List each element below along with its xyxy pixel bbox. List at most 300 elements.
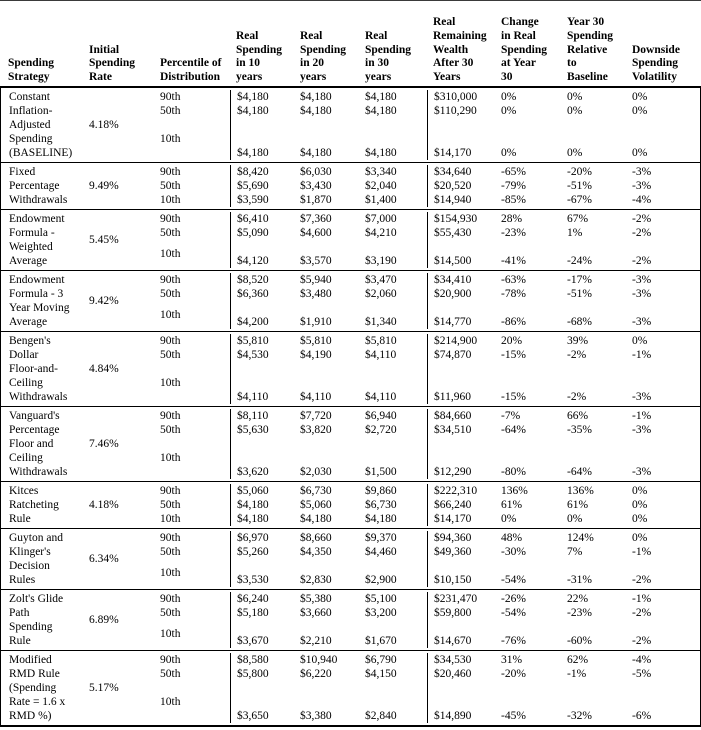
header-line: Spending bbox=[501, 43, 548, 56]
cell-value: -68% bbox=[567, 316, 592, 328]
strategy-name-line: Ceiling bbox=[9, 377, 43, 389]
cell-value: $5,260 bbox=[237, 546, 269, 558]
cell-value: $5,690 bbox=[237, 180, 269, 192]
cell-value: -4% bbox=[632, 194, 652, 206]
cell-value: $5,180 bbox=[237, 607, 269, 619]
cell-value: -3% bbox=[632, 391, 652, 403]
value-cell bbox=[230, 653, 294, 723]
cell-value: -6% bbox=[632, 710, 652, 722]
initial-rate-value: 9.49% bbox=[89, 180, 119, 192]
initial-rate-value: 4.18% bbox=[89, 499, 119, 511]
cell-value: $1,870 bbox=[300, 194, 332, 206]
value-cell bbox=[626, 90, 700, 160]
cell-value: $6,970 bbox=[237, 532, 269, 544]
header-line: Relative bbox=[567, 43, 608, 56]
header-cell bbox=[294, 30, 359, 85]
strategy-name-line: Klinger's bbox=[9, 546, 51, 558]
value-cell bbox=[427, 653, 495, 723]
cell-value: $4,180 bbox=[237, 147, 269, 159]
cell-value: $6,730 bbox=[300, 485, 332, 497]
percentile-label: 90th bbox=[160, 213, 181, 225]
percentile-label: 50th bbox=[160, 499, 181, 511]
cell-value: $5,060 bbox=[300, 499, 332, 511]
cell-value: $4,210 bbox=[365, 227, 397, 239]
value-cell bbox=[495, 531, 561, 587]
cell-value: -3% bbox=[632, 180, 652, 192]
value-cell bbox=[561, 334, 626, 404]
header-cell bbox=[230, 30, 294, 85]
header-line: Wealth bbox=[433, 43, 469, 56]
percentile-label: 10th bbox=[160, 452, 181, 464]
header-line: Real bbox=[300, 29, 323, 42]
cell-value: $34,510 bbox=[434, 424, 472, 436]
value-cell bbox=[427, 409, 495, 479]
cell-value: $3,820 bbox=[300, 424, 332, 436]
cell-value: $3,530 bbox=[237, 574, 269, 586]
strategy-name-line: Endowment bbox=[9, 274, 65, 286]
value-cell bbox=[230, 409, 294, 479]
cell-value: 1% bbox=[567, 227, 583, 239]
value-cell bbox=[427, 90, 495, 160]
cell-value: -41% bbox=[501, 255, 526, 267]
strategy-name-line: Decision bbox=[9, 560, 50, 572]
cell-value: $4,110 bbox=[365, 349, 397, 361]
strategy-name-cell bbox=[1, 484, 83, 526]
strategy-block-row bbox=[1, 529, 700, 590]
strategy-name-line: Rules bbox=[9, 574, 36, 586]
percentile-label: 10th bbox=[160, 377, 181, 389]
value-cell bbox=[427, 531, 495, 587]
value-cell bbox=[294, 212, 359, 268]
cell-value: -3% bbox=[632, 466, 652, 478]
initial-rate-cell bbox=[83, 90, 154, 160]
cell-value: 0% bbox=[501, 513, 517, 525]
strategy-block-row bbox=[1, 651, 700, 725]
value-cell bbox=[359, 592, 427, 648]
cell-value: -1% bbox=[567, 668, 587, 680]
percentile-label: 90th bbox=[160, 593, 181, 605]
value-cell bbox=[427, 592, 495, 648]
strategy-name-cell bbox=[1, 592, 83, 648]
percentile-label: 10th bbox=[160, 567, 181, 579]
percentile-label: 10th bbox=[160, 133, 181, 145]
cell-value: $6,030 bbox=[300, 166, 332, 178]
cell-value: $4,600 bbox=[300, 227, 332, 239]
cell-value: -32% bbox=[567, 710, 592, 722]
strategy-name-line: Percentage bbox=[9, 180, 60, 192]
cell-value: $4,180 bbox=[365, 147, 397, 159]
header-line: years bbox=[300, 71, 327, 84]
value-cell bbox=[359, 90, 427, 160]
strategy-block-row bbox=[1, 210, 700, 271]
cell-value: $2,210 bbox=[300, 635, 332, 647]
cell-value: $9,370 bbox=[365, 532, 397, 544]
header-line: Real bbox=[236, 29, 259, 42]
percentile-label: 10th bbox=[160, 309, 181, 321]
cell-value: $10,150 bbox=[434, 574, 472, 586]
percentile-label: 90th bbox=[160, 485, 181, 497]
cell-value: $14,670 bbox=[434, 635, 472, 647]
cell-value: 0% bbox=[567, 147, 583, 159]
cell-value: -67% bbox=[567, 194, 592, 206]
cell-value: $34,640 bbox=[434, 166, 472, 178]
value-cell bbox=[495, 90, 561, 160]
value-cell bbox=[359, 334, 427, 404]
cell-value: $5,060 bbox=[237, 485, 269, 497]
percentile-cell bbox=[154, 212, 230, 268]
value-cell bbox=[561, 273, 626, 329]
initial-rate-value: 9.42% bbox=[89, 295, 119, 307]
cell-value: $214,900 bbox=[434, 335, 478, 347]
value-cell bbox=[495, 273, 561, 329]
percentile-label: 90th bbox=[160, 335, 181, 347]
value-cell bbox=[561, 653, 626, 723]
value-cell bbox=[359, 273, 427, 329]
strategy-name-cell bbox=[1, 653, 83, 723]
header-line: Volatility bbox=[632, 71, 677, 84]
strategy-name-line: Endowment bbox=[9, 213, 65, 225]
cell-value: 48% bbox=[501, 532, 523, 544]
value-cell bbox=[495, 484, 561, 526]
cell-value: $7,000 bbox=[365, 213, 397, 225]
cell-value: 0% bbox=[632, 335, 648, 347]
cell-value: $6,410 bbox=[237, 213, 269, 225]
cell-value: $3,620 bbox=[237, 466, 269, 478]
cell-value: 0% bbox=[501, 105, 517, 117]
cell-value: $1,400 bbox=[365, 194, 397, 206]
percentile-label: 10th bbox=[160, 696, 181, 708]
value-cell bbox=[626, 409, 700, 479]
initial-rate-cell bbox=[83, 592, 154, 648]
cell-value: $3,430 bbox=[300, 180, 332, 192]
header-line: in 10 bbox=[236, 57, 260, 70]
value-cell bbox=[359, 409, 427, 479]
header-line: Percentile of bbox=[160, 57, 222, 70]
value-cell bbox=[561, 592, 626, 648]
strategy-name-line: Withdrawals bbox=[9, 391, 68, 403]
cell-value: $6,220 bbox=[300, 668, 332, 680]
cell-value: $55,430 bbox=[434, 227, 472, 239]
percentile-cell bbox=[154, 334, 230, 404]
strategy-name-line: Dollar bbox=[9, 349, 39, 361]
header-line: Year 30 bbox=[567, 16, 605, 29]
value-cell bbox=[561, 531, 626, 587]
cell-value: $14,940 bbox=[434, 194, 472, 206]
cell-value: 67% bbox=[567, 213, 589, 225]
cell-value: $2,040 bbox=[365, 180, 397, 192]
cell-value: $14,500 bbox=[434, 255, 472, 267]
strategy-name-line: Modified bbox=[9, 654, 52, 666]
header-line: After 30 bbox=[433, 57, 474, 70]
cell-value: $8,110 bbox=[237, 410, 269, 422]
cell-value: -1% bbox=[632, 349, 652, 361]
cell-value: $4,350 bbox=[300, 546, 332, 558]
cell-value: $34,530 bbox=[434, 654, 472, 666]
percentile-label: 50th bbox=[160, 424, 181, 436]
cell-value: -3% bbox=[632, 288, 652, 300]
cell-value: -2% bbox=[632, 255, 652, 267]
cell-value: $222,310 bbox=[434, 485, 478, 497]
strategy-name-line: Weighted bbox=[9, 241, 53, 253]
initial-rate-value: 4.84% bbox=[89, 363, 119, 375]
cell-value: -5% bbox=[632, 668, 652, 680]
strategy-name-line: Percentage bbox=[9, 424, 60, 436]
value-cell bbox=[230, 531, 294, 587]
percentile-cell bbox=[154, 531, 230, 587]
cell-value: 0% bbox=[632, 532, 648, 544]
cell-value: $4,190 bbox=[300, 349, 332, 361]
cell-value: $4,180 bbox=[237, 513, 269, 525]
cell-value: -17% bbox=[567, 274, 592, 286]
strategy-name-line: Kitces bbox=[9, 485, 39, 497]
cell-value: $4,180 bbox=[365, 91, 397, 103]
cell-value: $154,930 bbox=[434, 213, 478, 225]
percentile-cell bbox=[154, 409, 230, 479]
header-line: Spending bbox=[300, 43, 347, 56]
value-cell bbox=[626, 653, 700, 723]
cell-value: $4,110 bbox=[300, 391, 332, 403]
value-cell bbox=[626, 531, 700, 587]
cell-value: $8,420 bbox=[237, 166, 269, 178]
cell-value: $59,800 bbox=[434, 607, 472, 619]
percentile-label: 50th bbox=[160, 180, 181, 192]
cell-value: -23% bbox=[501, 227, 526, 239]
cell-value: $4,530 bbox=[237, 349, 269, 361]
percentile-label: 90th bbox=[160, 91, 181, 103]
cell-value: $6,730 bbox=[365, 499, 397, 511]
cell-value: $20,520 bbox=[434, 180, 472, 192]
header-cell bbox=[154, 57, 230, 85]
strategy-name-line: Spending bbox=[9, 133, 53, 145]
value-cell bbox=[495, 592, 561, 648]
header-line: in 30 bbox=[365, 57, 389, 70]
strategy-name-line: RMD %) bbox=[9, 710, 52, 722]
strategy-name-line: Adjusted bbox=[9, 119, 51, 131]
cell-value: $8,660 bbox=[300, 532, 332, 544]
strategy-name-cell bbox=[1, 212, 83, 268]
percentile-label: 50th bbox=[160, 105, 181, 117]
initial-rate-value: 7.46% bbox=[89, 438, 119, 450]
value-cell bbox=[294, 409, 359, 479]
percentile-cell bbox=[154, 484, 230, 526]
value-cell bbox=[626, 212, 700, 268]
cell-value: $3,590 bbox=[237, 194, 269, 206]
initial-rate-cell bbox=[83, 409, 154, 479]
cell-value: $2,720 bbox=[365, 424, 397, 436]
header-line: Real bbox=[433, 16, 456, 29]
header-line: Spending bbox=[365, 43, 412, 56]
cell-value: $4,200 bbox=[237, 316, 269, 328]
cell-value: -35% bbox=[567, 424, 592, 436]
cell-value: -15% bbox=[501, 349, 526, 361]
cell-value: $8,580 bbox=[237, 654, 269, 666]
header-cell bbox=[626, 44, 701, 85]
strategy-name-line: Rate = 1.6 x bbox=[9, 696, 66, 708]
cell-value: $8,520 bbox=[237, 274, 269, 286]
strategy-name-line: Average bbox=[9, 255, 48, 267]
strategy-name-line: Rule bbox=[9, 635, 31, 647]
cell-value: -2% bbox=[567, 391, 587, 403]
cell-value: $74,870 bbox=[434, 349, 472, 361]
strategy-name-line: Fixed bbox=[9, 166, 36, 178]
strategy-name-cell bbox=[1, 334, 83, 404]
cell-value: $3,660 bbox=[300, 607, 332, 619]
value-cell bbox=[359, 484, 427, 526]
percentile-cell bbox=[154, 90, 230, 160]
cell-value: $3,380 bbox=[300, 710, 332, 722]
header-line: Spending bbox=[236, 43, 283, 56]
strategy-name-line: Constant bbox=[9, 91, 50, 103]
value-cell bbox=[495, 334, 561, 404]
value-cell bbox=[427, 212, 495, 268]
value-cell bbox=[294, 90, 359, 160]
cell-value: $14,890 bbox=[434, 710, 472, 722]
cell-value: $1,500 bbox=[365, 466, 397, 478]
cell-value: 28% bbox=[501, 213, 523, 225]
cell-value: 0% bbox=[501, 91, 517, 103]
strategy-name-line: Zolt's Glide bbox=[9, 593, 64, 605]
table-body bbox=[0, 86, 701, 727]
cell-value: -80% bbox=[501, 466, 526, 478]
percentile-cell bbox=[154, 165, 230, 207]
cell-value: $5,810 bbox=[365, 335, 397, 347]
cell-value: 66% bbox=[567, 410, 589, 422]
cell-value: -2% bbox=[632, 635, 652, 647]
cell-value: $14,170 bbox=[434, 147, 472, 159]
value-cell bbox=[427, 484, 495, 526]
cell-value: $1,910 bbox=[300, 316, 332, 328]
cell-value: $5,810 bbox=[300, 335, 332, 347]
cell-value: -2% bbox=[632, 213, 652, 225]
cell-value: 39% bbox=[567, 335, 589, 347]
cell-value: $4,150 bbox=[365, 668, 397, 680]
cell-value: $4,180 bbox=[300, 513, 332, 525]
header-line: Baseline bbox=[567, 71, 608, 84]
value-cell bbox=[561, 409, 626, 479]
initial-rate-value: 4.18% bbox=[89, 119, 119, 131]
strategy-name-line: (BASELINE) bbox=[9, 147, 73, 159]
cell-value: 0% bbox=[632, 105, 648, 117]
value-cell bbox=[294, 592, 359, 648]
value-cell bbox=[561, 212, 626, 268]
strategy-block-row bbox=[1, 88, 700, 163]
cell-value: -2% bbox=[632, 227, 652, 239]
strategy-name-line: Inflation- bbox=[9, 105, 53, 117]
percentile-label: 50th bbox=[160, 349, 181, 361]
header-line: at Year bbox=[501, 57, 537, 70]
cell-value: 20% bbox=[501, 335, 523, 347]
header-line: 30 bbox=[501, 71, 513, 84]
cell-value: -51% bbox=[567, 288, 592, 300]
strategy-block-row bbox=[1, 271, 700, 332]
strategy-name-line: RMD Rule bbox=[9, 668, 60, 680]
header-line: Spending bbox=[632, 57, 679, 70]
cell-value: -3% bbox=[632, 166, 652, 178]
cell-value: $6,360 bbox=[237, 288, 269, 300]
cell-value: -26% bbox=[501, 593, 526, 605]
cell-value: 7% bbox=[567, 546, 583, 558]
cell-value: $3,670 bbox=[237, 635, 269, 647]
header-line: Spending bbox=[89, 57, 136, 70]
percentile-cell bbox=[154, 653, 230, 723]
percentile-label: 50th bbox=[160, 607, 181, 619]
value-cell bbox=[495, 653, 561, 723]
cell-value: $1,670 bbox=[365, 635, 397, 647]
cell-value: $4,180 bbox=[237, 105, 269, 117]
cell-value: $5,630 bbox=[237, 424, 269, 436]
percentile-label: 90th bbox=[160, 166, 181, 178]
header-line: years bbox=[236, 71, 263, 84]
strategy-name-line: Rule bbox=[9, 513, 31, 525]
header-line: Strategy bbox=[8, 71, 50, 84]
strategy-name-cell bbox=[1, 165, 83, 207]
header-cell bbox=[561, 16, 626, 85]
cell-value: -54% bbox=[501, 607, 526, 619]
percentile-label: 10th bbox=[160, 513, 181, 525]
cell-value: $5,100 bbox=[365, 593, 397, 605]
cell-value: $6,940 bbox=[365, 410, 397, 422]
cell-value: $6,790 bbox=[365, 654, 397, 666]
cell-value: 0% bbox=[567, 91, 583, 103]
cell-value: -31% bbox=[567, 574, 592, 586]
cell-value: $4,120 bbox=[237, 255, 269, 267]
cell-value: $20,460 bbox=[434, 668, 472, 680]
value-cell bbox=[230, 273, 294, 329]
cell-value: -1% bbox=[632, 593, 652, 605]
value-cell bbox=[359, 212, 427, 268]
cell-value: $7,360 bbox=[300, 213, 332, 225]
initial-rate-value: 5.17% bbox=[89, 682, 119, 694]
strategy-name-line: Ceiling bbox=[9, 452, 43, 464]
percentile-label: 90th bbox=[160, 532, 181, 544]
strategy-block-row bbox=[1, 482, 700, 529]
strategy-block-row bbox=[1, 407, 700, 482]
cell-value: $3,480 bbox=[300, 288, 332, 300]
cell-value: $4,460 bbox=[365, 546, 397, 558]
value-cell bbox=[230, 484, 294, 526]
header-line: Change bbox=[501, 16, 539, 29]
value-cell bbox=[230, 165, 294, 207]
cell-value: 0% bbox=[632, 513, 648, 525]
cell-value: $110,290 bbox=[434, 105, 477, 117]
strategy-name-line: (Spending bbox=[9, 682, 57, 694]
cell-value: $3,190 bbox=[365, 255, 397, 267]
value-cell bbox=[294, 653, 359, 723]
cell-value: -23% bbox=[567, 607, 592, 619]
cell-value: $5,940 bbox=[300, 274, 332, 286]
value-cell bbox=[561, 484, 626, 526]
strategy-name-line: Floor and bbox=[9, 438, 54, 450]
value-cell bbox=[294, 165, 359, 207]
cell-value: $20,900 bbox=[434, 288, 472, 300]
value-cell bbox=[230, 334, 294, 404]
cell-value: -86% bbox=[501, 316, 526, 328]
cell-value: $310,000 bbox=[434, 91, 478, 103]
cell-value: $5,090 bbox=[237, 227, 269, 239]
cell-value: $2,840 bbox=[365, 710, 397, 722]
cell-value: 62% bbox=[567, 654, 589, 666]
cell-value: $5,810 bbox=[237, 335, 269, 347]
cell-value: $3,570 bbox=[300, 255, 332, 267]
cell-value: -20% bbox=[501, 668, 526, 680]
cell-value: 0% bbox=[632, 91, 648, 103]
cell-value: $2,900 bbox=[365, 574, 397, 586]
cell-value: $5,800 bbox=[237, 668, 269, 680]
initial-rate-cell bbox=[83, 165, 154, 207]
cell-value: -60% bbox=[567, 635, 592, 647]
cell-value: -1% bbox=[632, 546, 652, 558]
header-cell bbox=[0, 57, 83, 85]
